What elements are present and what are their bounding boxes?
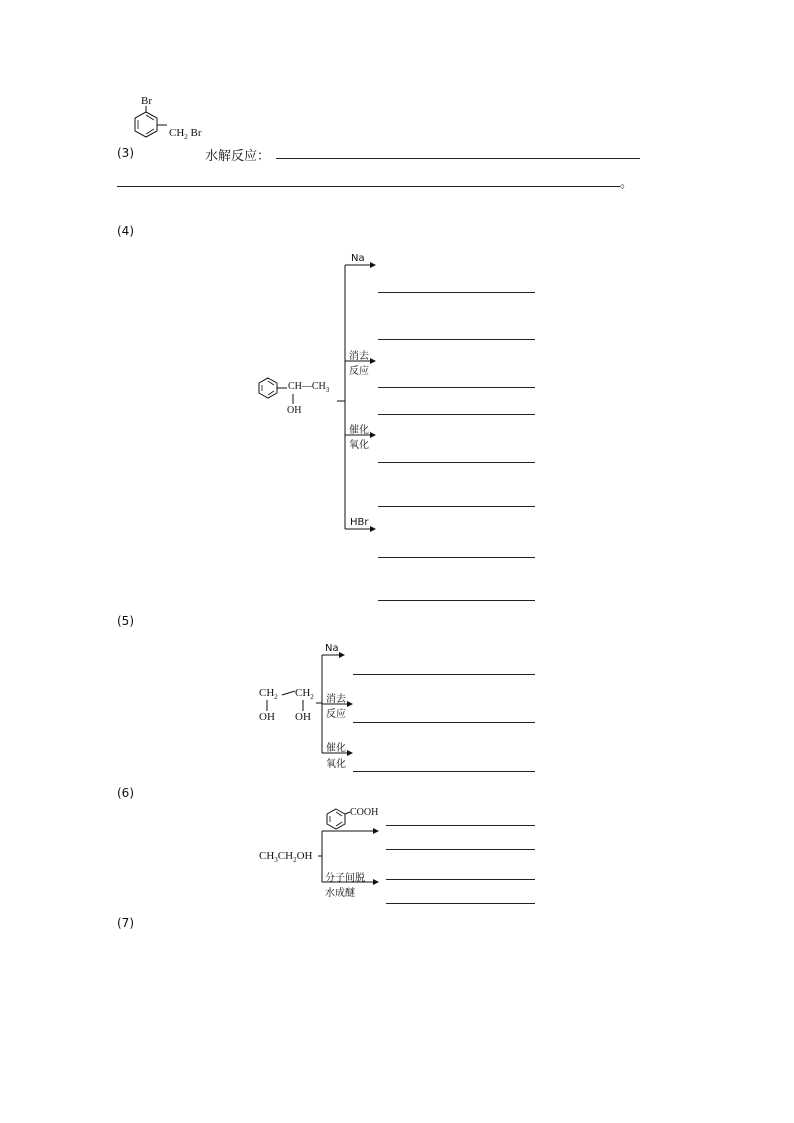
q5-cond-elim-2: 反应 — [326, 709, 346, 720]
q4-blank-hbr-2[interactable] — [378, 600, 535, 601]
q5-oh-b: OH — [295, 711, 311, 723]
q5-blank-na[interactable] — [353, 674, 535, 675]
q4-number: (4) — [117, 224, 134, 238]
q3-label: 水解反应： — [205, 149, 271, 164]
q5-cond-na: Na — [325, 643, 339, 654]
q4-blank-na-1[interactable] — [378, 292, 535, 293]
q4-cond-ox-2: 氧化 — [349, 440, 369, 451]
q4-mol-oh: OH — [287, 405, 302, 416]
q4-blank-ox-2[interactable] — [378, 506, 535, 507]
q7-number: (7) — [117, 916, 134, 930]
q6-reagent-cooh: COOH — [350, 807, 379, 818]
q3-end-mark: 。 — [620, 176, 634, 191]
q6-cond-2: 水成醚 — [325, 888, 355, 899]
q4-cond-elim-2: 反应 — [349, 366, 369, 377]
q5-blank-elim[interactable] — [353, 722, 535, 723]
q5-oh-a: OH — [259, 711, 275, 723]
q3-benzene-ring-icon — [135, 106, 167, 137]
q5-mol-ch2-a: $CH_2$ — [259, 687, 278, 702]
q4-blank-hbr-1[interactable] — [378, 557, 535, 558]
q5-number: (5) — [117, 614, 134, 628]
q4-blank-elim-2[interactable] — [378, 414, 535, 415]
q4-blank-ox-1[interactable] — [378, 462, 535, 463]
q6-blank-ether-1[interactable] — [386, 879, 535, 880]
q6-number: (6) — [117, 786, 134, 800]
q3-mol-br: Br — [141, 95, 152, 107]
q5-cond-ox-2: 氧化 — [326, 759, 346, 770]
q6-benzene-ring-icon — [327, 809, 350, 829]
q6-blank-ester-2[interactable] — [386, 849, 535, 850]
q4-branch-arrows — [337, 265, 375, 529]
q5-blank-ox[interactable] — [353, 771, 535, 772]
q3-mol-ch2br: $CH_2$ Br — [169, 127, 202, 142]
q4-cond-hbr: HBr — [350, 517, 369, 528]
q4-cond-na: Na — [351, 253, 365, 264]
q5-cond-elim-1: 消去 — [326, 694, 346, 705]
q4-blank-elim-1[interactable] — [378, 387, 535, 388]
q6-cond-1: 分子间脱 — [325, 873, 365, 884]
q6-mol-ethanol: $CH_3CH_2OH$ — [259, 850, 313, 865]
q4-cond-ox-1: 催化 — [349, 425, 369, 436]
q6-blank-ether-2[interactable] — [386, 903, 535, 904]
q3-number: (3) — [117, 146, 134, 160]
q5-mol-ch2-b: $CH_2$ — [295, 687, 314, 702]
q6-blank-ester-1[interactable] — [386, 825, 535, 826]
q5-cond-ox-1: 催化 — [326, 743, 346, 754]
q4-mol-main: $CH—CH_3$ — [288, 381, 330, 394]
q4-cond-elim-1: 消去 — [349, 351, 369, 362]
q4-blank-na-2[interactable] — [378, 339, 535, 340]
q3-answer-blank-1[interactable] — [276, 158, 640, 159]
q3-answer-blank-2[interactable] — [117, 186, 620, 187]
